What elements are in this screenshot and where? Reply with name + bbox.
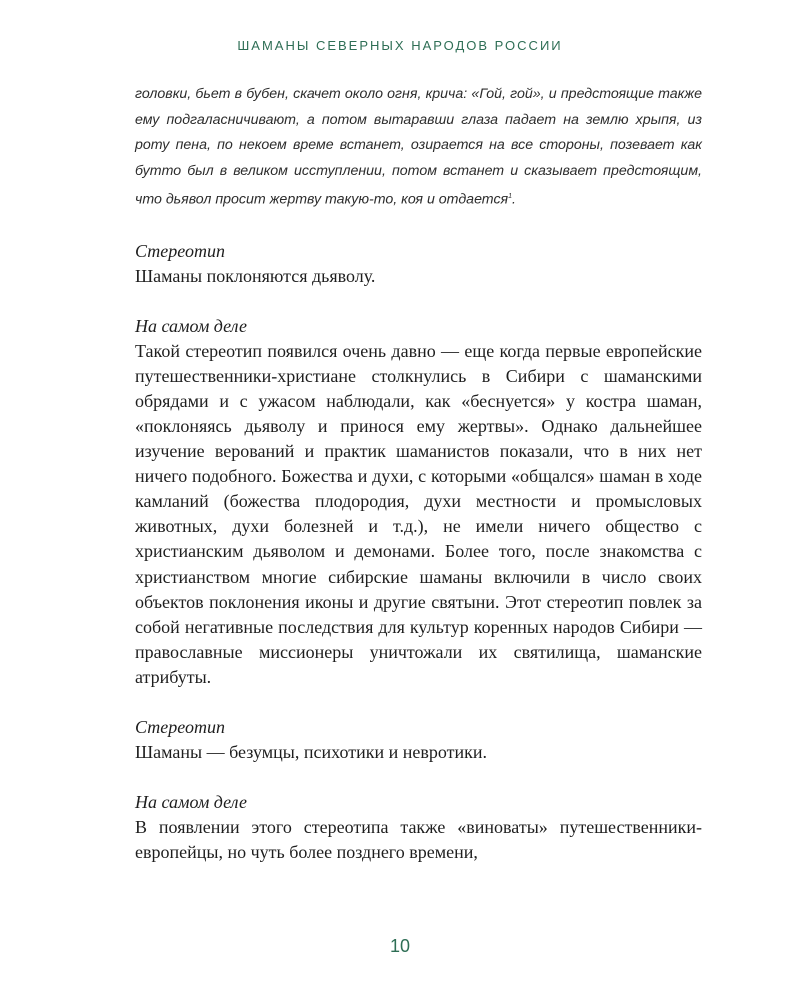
reality-paragraph: Такой стереотип появился очень давно — еще когда первые европейские путешественники-христиане столкнулись в Сибири с шаманскими обрядами и с ужасом наблюдали, как «беснуется» у костра шаман, «поклоняясь дьяволу и принося ему жертвы». Однако дальнейшее изучение верований и практик шаманистов показали, что в них нет ничего подобного. Божества и духи, с которыми «общался» шаман в ходе камланий (божества плодородия, духи местности и промысловых животных, духи болезней и т.д.), не имели ничего общество с христианским дьяволом и демонами. Более того, после знакомства с христианством многие сибирские шаманы включили в число своих объектов поклонения иконы и другие святыни. Этот стереотип повлек за собой негативные последствия для культур коренных народов Сибири — православные миссионеры уничтожали их святилища, шаманские атрибуты. — [135, 340, 702, 687]
quote-tail: . — [512, 192, 516, 209]
quote-text: головки, бьет в бубен, скачет около огня, крича: «Гой, гой», и предстоящие также ему подгаласничивают, а потом вытаравши глаза падает на землю хрыпя, из роту пена, по некоем време встанет, озирается на все стороны, позевает как бутто был в великом исступлении, потом встанет и сказывает предстоящим, что дьявол просит жертву такую-то, коя и отдается — [135, 86, 702, 209]
page-number: 10 — [389, 936, 411, 956]
stereotype-label: Стереотип — [135, 717, 225, 738]
historical-quote — [135, 82, 702, 214]
reality-paragraph: В появлении этого стереотипа также «виноваты» путешественники-европейцы, но чуть более позднего времени, — [135, 817, 702, 863]
running-header: ШАМАНЫ СЕВЕРНЫХ НАРОДОВ РОССИИ — [237, 38, 563, 53]
reality-label: На самом деле — [135, 792, 247, 813]
footnote-marker: 1 — [508, 193, 513, 201]
stereotype-label: Стереотип — [135, 240, 225, 261]
page-content — [135, 82, 702, 865]
stereotype-statement: Шаманы поклоняются дьяволу. — [135, 265, 376, 286]
reality-label: На самом деле — [135, 315, 247, 336]
stereotype-statement: Шаманы — безумцы, психотики и невротики. — [135, 742, 487, 763]
reality-2 — [135, 790, 702, 865]
stereotype-2 — [135, 715, 702, 765]
stereotype-1 — [135, 239, 702, 289]
reality-1 — [135, 314, 702, 690]
